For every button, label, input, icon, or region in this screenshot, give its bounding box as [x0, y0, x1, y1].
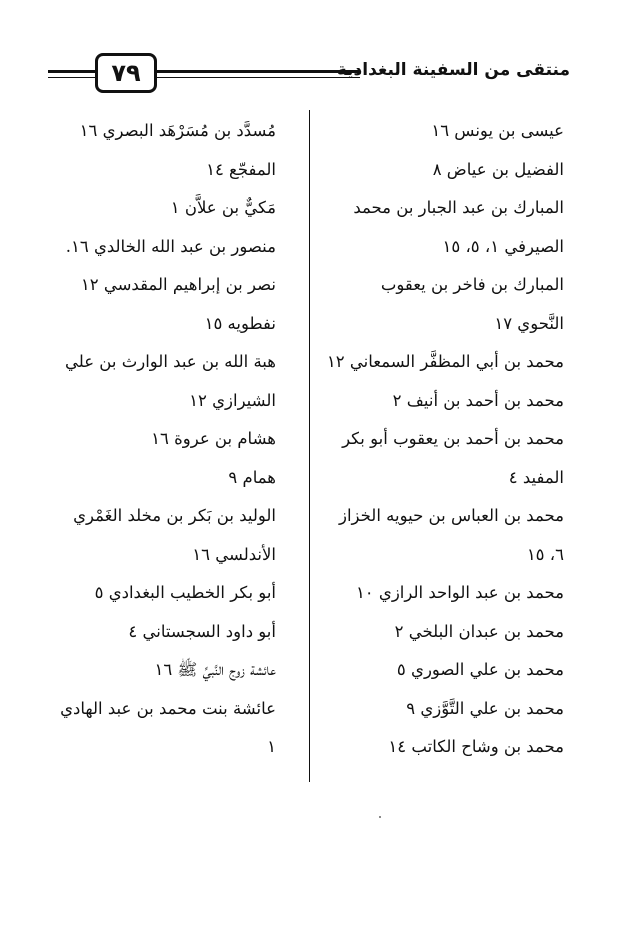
index-entry: محمد بن عبدان البلخي ٢ — [394, 621, 564, 641]
index-entry: محمد بن أحمد بن أنيف ٢ — [392, 390, 564, 410]
index-entry: المفيد ٤ — [508, 467, 564, 487]
index-entry: الوليد بن بَكر بن مخلد الغَمْري — [73, 506, 276, 525]
index-entry: همام ٩ — [228, 467, 276, 487]
index-entry: محمد بن علي التَّوَّزي ٩ — [406, 698, 564, 718]
index-entry: مُسدَّد بن مُسَرْهَد البصري ١٦ — [79, 121, 276, 140]
index-entry: الصيرفي ١، ٥، ١٥ — [442, 236, 564, 256]
index-entry: هشام بن عروة ١٦ — [151, 429, 276, 448]
index-entry: محمد بن وشاح الكاتب ١٤ — [388, 737, 564, 756]
index-entry: النَّحوي ١٧ — [494, 313, 564, 333]
column-divider — [309, 110, 310, 782]
page-number: ٧٩ — [95, 53, 157, 93]
index-entry: الفضيل بن عياض ٨ — [432, 159, 564, 179]
index-entry: محمد بن علي الصوري ٥ — [396, 660, 564, 679]
index-column-left — [40, 112, 276, 767]
index-entry: عيسى بن يونس ١٦ — [431, 121, 564, 140]
index-entry: محمد بن أحمد بن يعقوب أبو بكر — [342, 429, 564, 448]
index-entry: عائشة بنت محمد بن عبد الهادي — [60, 698, 276, 718]
index-entry: المبارك بن فاخر بن يعقوب — [380, 275, 564, 294]
index-entry: محمد بن أبي المظفَّر السمعاني ١٢ — [326, 352, 564, 371]
index-entry: ١ — [267, 737, 276, 756]
index-entry: الشيرازي ١٢ — [189, 390, 276, 410]
index-entry: أبو بكر الخطيب البغدادي ٥ — [94, 583, 276, 602]
speck — [379, 816, 381, 818]
index-entry: عائشة زوج النَّبيِّ ﷺ ١٦ — [154, 660, 276, 679]
index-entry: المفجّع ١٤ — [206, 159, 276, 179]
index-entry: ٦، ١٥ — [526, 544, 564, 564]
index-entry: نصر بن إبراهيم المقدسي ١٢ — [80, 275, 276, 294]
index-entry: المبارك بن عبد الجبار بن محمد — [353, 198, 564, 217]
index-column-right — [326, 112, 564, 767]
index-entry: نفطويه ١٥ — [204, 313, 276, 333]
index-entry: محمد بن العباس بن حيويه الخزاز — [339, 506, 564, 525]
index-entry: منصور بن عبد الله الخالدي ١٦. — [65, 236, 276, 256]
running-title: منتقى من السفينة البغدادية — [336, 60, 570, 80]
index-entry: هبة الله بن عبد الوارث بن علي — [65, 352, 276, 371]
index-entry: أبو داود السجستاني ٤ — [128, 621, 276, 641]
index-entry: الأندلسي ١٦ — [192, 544, 276, 564]
page-header — [0, 52, 626, 100]
index-entry: مَكيٌّ بن علاَّن ١ — [170, 198, 276, 217]
index-entry: محمد بن عبد الواحد الرازي ١٠ — [355, 583, 564, 602]
